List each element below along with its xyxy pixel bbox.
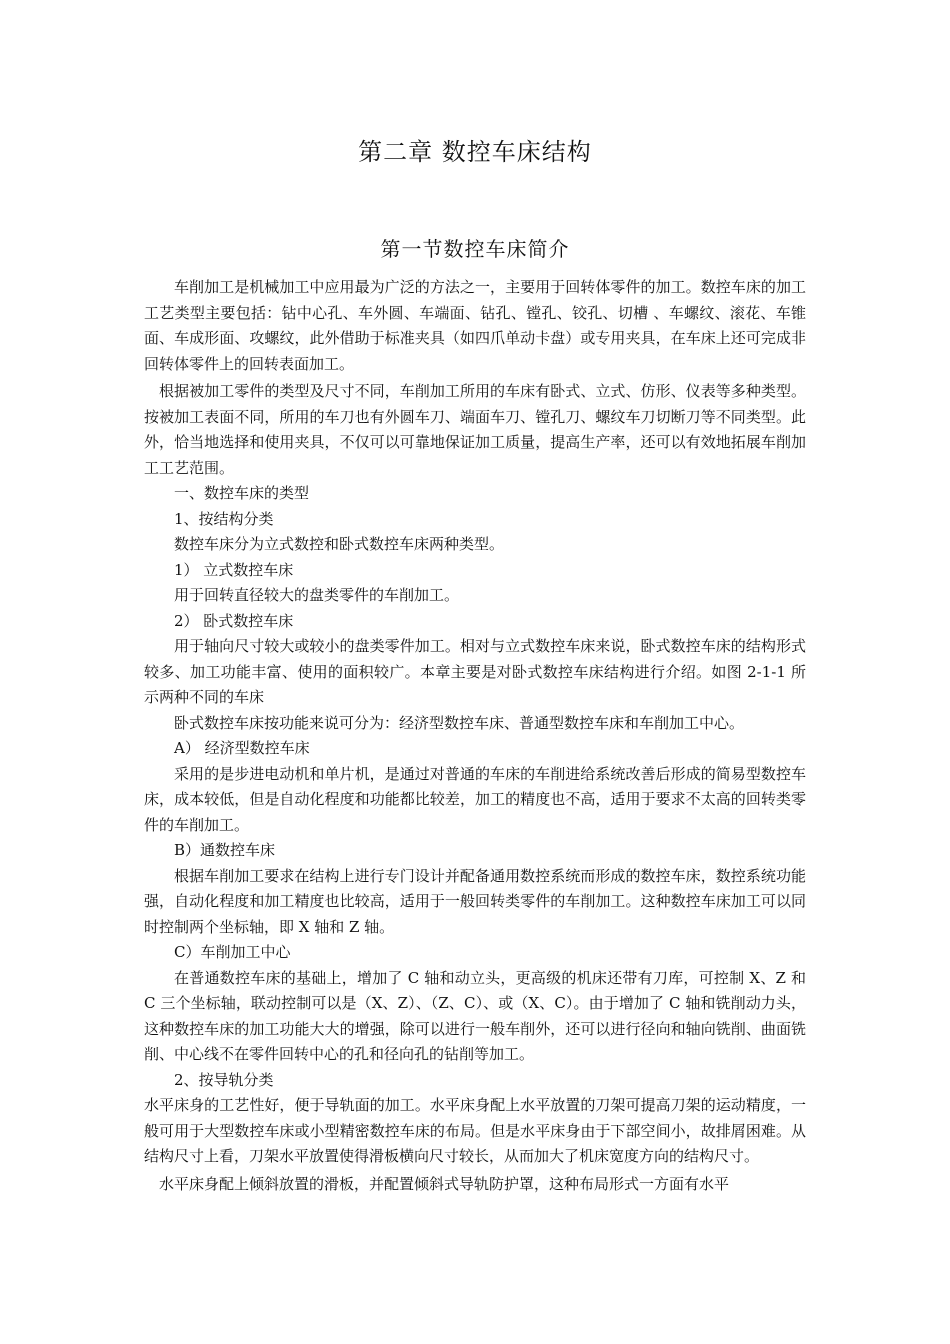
paragraph: 采用的是步进电动机和单片机，是通过对普通的车床的车削进给系统改善后形成的简易型数控车床，成本较低，但是自动化程度和功能都比较差，加工的精度也不高，适用于要求不太高的回转类零件的车削加工。 xyxy=(144,764,806,834)
paragraph: 车削加工是机械加工中应用最为广泛的方法之一，主要用于回转体零件的加工。数控车床的加工工艺类型主要包括：钻中心孔、车外圆、车端面、钻孔、镗孔、铰孔、切槽 、车螺纹、滚花、车锥面、车成形面、攻螺纹，此外借助于标准夹具（如四爪单动卡盘）或专用夹具，在车床上还可完成非回转体零件上的回转表面加工。 xyxy=(144,278,806,373)
paragraph: 水平床身的工艺性好，便于导轨面的加工。水平床身配上水平放置的刀架可提高刀架的运动精度，一般可用于大型数控车床或小型精密数控车床的布局。但是水平床身由于下部空间小，故排屑困难。从结构尺寸上看，刀架水平放置使得滑板横向尺寸较长，从而加大了机床宽度方向的结构尺寸。 xyxy=(144,1096,806,1165)
heading-level-2: 1、按结构分类 xyxy=(174,509,274,528)
heading-level-3: 2） 卧式数控车床 xyxy=(174,611,294,630)
paragraph: 根据被加工零件的类型及尺寸不同，车削加工所用的车床有卧式、立式、仿形、仪表等多种类型。按被加工表面不同，所用的车刀也有外圆车刀、端面车刀、镗孔刀、螺纹车刀切断刀等不同类型。此外，恰当地选择和使用夹具，不仅可以可靠地保证加工质量，提高生产率，还可以有效地拓展车削加工工艺范围。 xyxy=(144,382,806,477)
heading-level-3: C）车削加工中心 xyxy=(174,943,291,961)
chapter-title: 第二章 数控车床结构 xyxy=(358,138,592,166)
heading-level-1: 一、数控车床的类型 xyxy=(174,484,310,502)
heading-level-3: A） 经济型数控车床 xyxy=(174,739,310,757)
paragraph: 在普通数控车床的基础上，增加了 C 轴和动立头，更高级的机床还带有刀库，可控制 X、Z 和 C 三个坐标轴，联动控制可以是（X、Z）、（Z、C）、或（X、C）。由于增加了 C 轴和铣削动力头，这种数控车床的加工功能大大的增强，除可以进行一般车削外，还可以进行径向和轴向铣削、曲面铣削、中心线不在零件回转中心的孔和径向孔的钻削等加工。 xyxy=(144,968,806,1063)
paragraph: 用于轴向尺寸较大或较小的盘类零件加工。相对与立式数控车床来说，卧式数控车床的结构形式较多、加工功能丰富、使用的面积较广。本章主要是对卧式数控车床结构进行介绍。如图 2-1-1 所示两种不同的车床 xyxy=(144,637,806,706)
heading-level-2: 2、按导轨分类 xyxy=(174,1070,274,1089)
section-title: 第一节数控车床简介 xyxy=(380,237,570,261)
paragraph: 根据车削加工要求在结构上进行专门设计并配备通用数控系统而形成的数控车床，数控系统功能强，自动化程度和加工精度也比较高，适用于一般回转类零件的车削加工。这种数控车床加工可以同时控制两个坐标轴，即 X 轴和 Z 轴。 xyxy=(144,866,806,936)
paragraph: 卧式数控车床按功能来说可分为：经济型数控车床、普通型数控车床和车削加工中心。 xyxy=(174,713,745,732)
heading-level-3: B）通数控车床 xyxy=(174,841,276,859)
paragraph: 水平床身配上倾斜放置的滑板，并配置倾斜式导轨防护罩，这种布局形式一方面有水平 xyxy=(159,1174,730,1193)
paragraph: 数控车床分为立式数控和卧式数控车床两种类型。 xyxy=(174,535,505,553)
body-text xyxy=(144,275,806,1197)
heading-level-3: 1） 立式数控车床 xyxy=(174,560,294,579)
paragraph: 用于回转直径较大的盘类零件的车削加工。 xyxy=(174,586,460,604)
